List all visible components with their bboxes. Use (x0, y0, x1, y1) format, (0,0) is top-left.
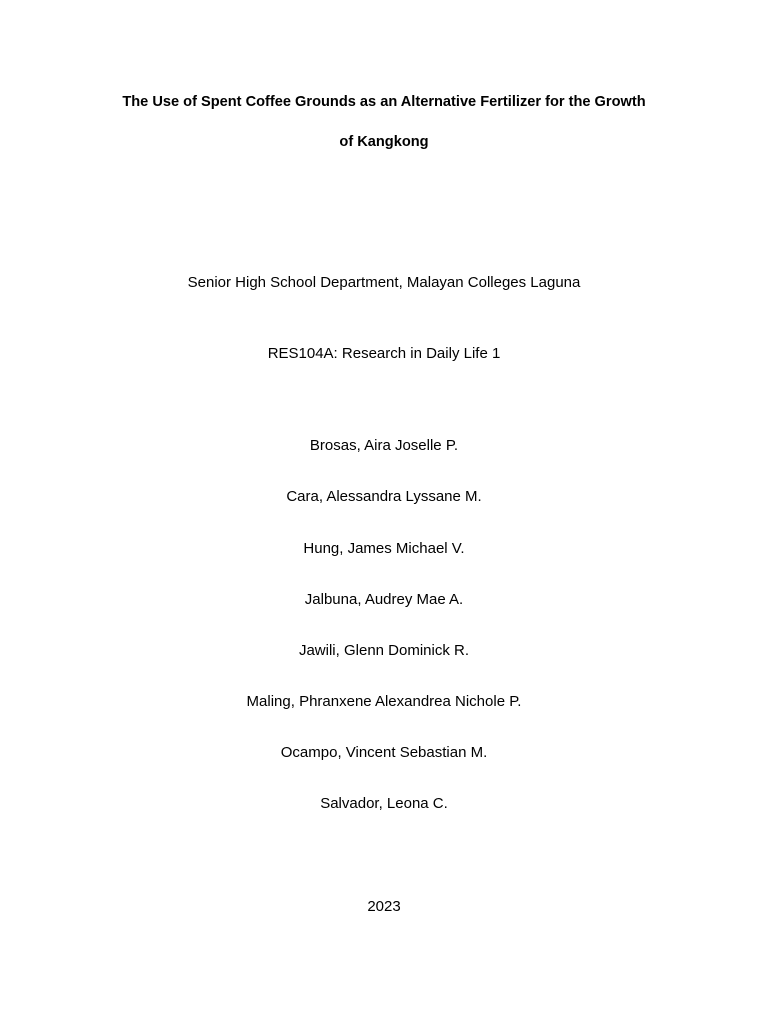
institution: Senior High School Department, Malayan Colleges Laguna (187, 274, 581, 291)
author-name: Brosas, Aira Joselle P. (309, 437, 459, 454)
author-name: Salvador, Leona C. (320, 795, 448, 812)
author-name: Hung, James Michael V. (303, 540, 465, 557)
title-line-1: The Use of Spent Coffee Grounds as an Alternative Fertilizer for the Growth (122, 94, 646, 110)
author-name: Cara, Alessandra Lyssane M. (286, 488, 482, 505)
author-name: Jalbuna, Audrey Mae A. (304, 591, 464, 608)
year: 2023 (367, 898, 401, 915)
author-name: Jawili, Glenn Dominick R. (298, 642, 470, 659)
author-name: Maling, Phranxene Alexandrea Nichole P. (246, 693, 522, 710)
author-name: Ocampo, Vincent Sebastian M. (280, 744, 488, 761)
course: RES104A: Research in Daily Life 1 (267, 345, 501, 362)
title-line-2: of Kangkong (339, 134, 429, 150)
